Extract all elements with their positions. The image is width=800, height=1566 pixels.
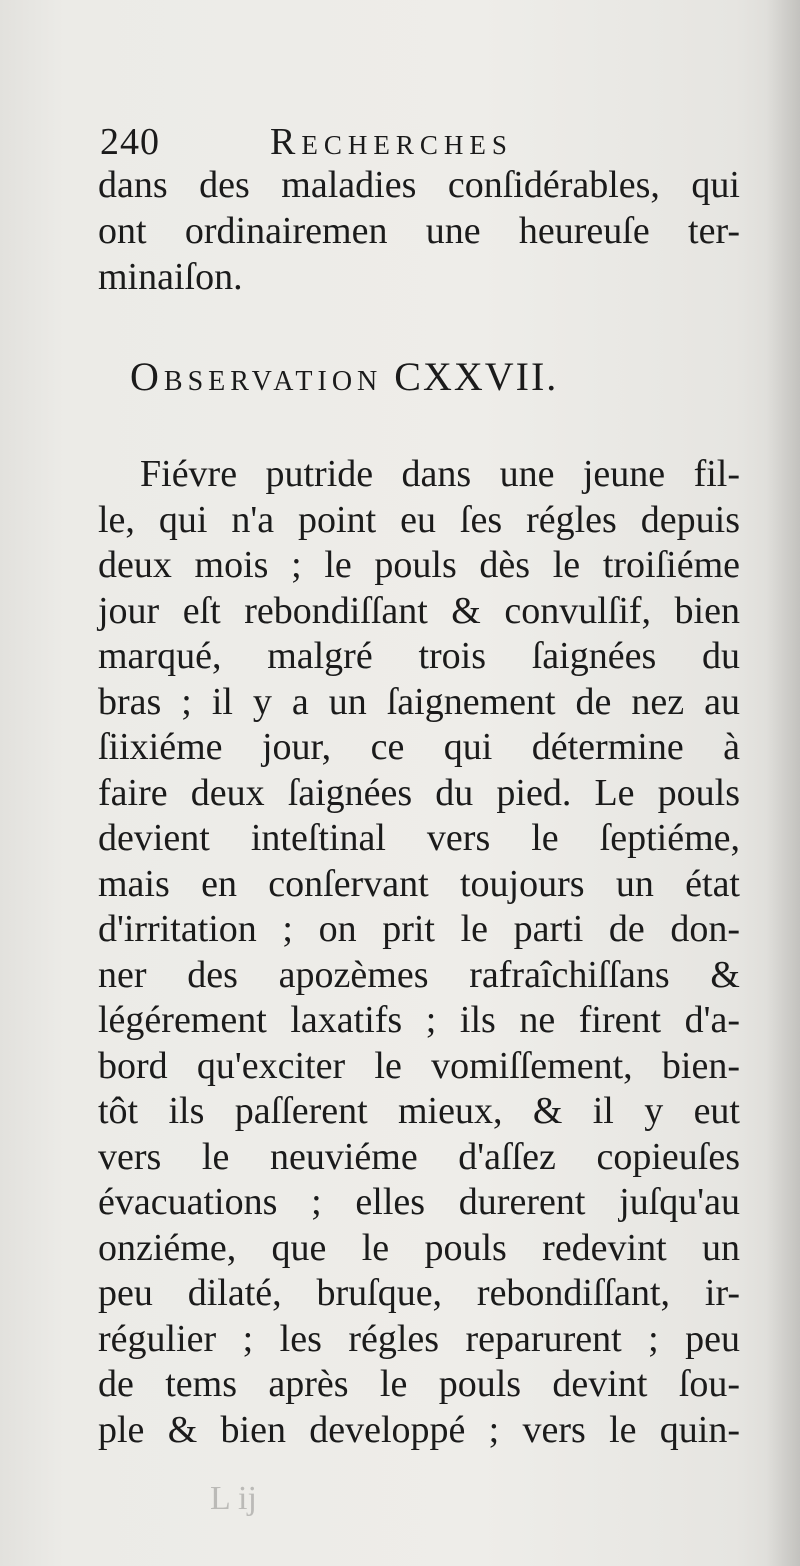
signature-mark: L ij — [210, 1480, 257, 1517]
text-line: dans des maladies conſidérables, qui — [98, 164, 740, 206]
text-line: bord qu'exciter le vomiſſement, bien- — [98, 1044, 740, 1087]
observation-number: CXXVII. — [394, 354, 559, 399]
text-line: minaiſon. — [98, 256, 243, 298]
text-line: le, qui n'a point eu ſes régles depuis — [98, 498, 740, 541]
running-head: Recherches — [270, 121, 513, 163]
text-line: de tems après le pouls devint ſou- — [98, 1363, 740, 1405]
observation-paragraph — [98, 452, 740, 1453]
page-edge-shadow — [766, 0, 800, 1566]
text-line: ner des apozèmes rafraîchiſſans & — [98, 953, 740, 996]
text-line: deux mois ; le pouls dès le troiſiéme — [98, 544, 740, 586]
text-line: faire deux ſaignées du pied. Le pouls — [98, 771, 740, 814]
text-line: vers le neuviéme d'aſſez copieuſes — [98, 1135, 740, 1178]
observation-heading — [130, 352, 720, 402]
intro-text — [98, 162, 740, 300]
observation-label: Observation — [130, 354, 383, 399]
text-line: Fiévre putride dans une jeune fil- — [140, 453, 740, 495]
text-line: bras ; il y a un ſaignement de nez au — [98, 680, 740, 723]
text-line: régulier ; les régles reparurent ; peu — [98, 1317, 740, 1360]
text-line: onziéme, que le pouls redevint un — [98, 1226, 740, 1269]
page-number: 240 — [100, 121, 160, 163]
text-line: jour eſt rebondiſſant & convulſif, bien — [98, 589, 740, 632]
text-line: ple & bien developpé ; vers le quin- — [98, 1408, 740, 1451]
text-line: d'irritation ; on prit le parti de don- — [98, 908, 740, 950]
text-line: évacuations ; elles durerent juſqu'au — [98, 1181, 740, 1223]
text-line: mais en conſervant toujours un état — [98, 862, 740, 905]
text-line: marqué, malgré trois ſaignées du — [98, 635, 740, 677]
text-line: légérement laxatifs ; ils ne firent d'a- — [98, 999, 740, 1041]
text-line: ſiixiéme jour, ce qui détermine à — [98, 726, 740, 768]
text-line: ont ordinairemen une heureuſe ter- — [98, 210, 740, 252]
text-line: peu dilaté, bruſque, rebondiſſant, ir- — [98, 1272, 740, 1314]
text-line: devient inteſtinal vers le ſeptiéme, — [98, 817, 740, 859]
text-line: tôt ils paſſerent mieux, & il y eut — [98, 1090, 740, 1132]
page-header — [100, 118, 740, 166]
